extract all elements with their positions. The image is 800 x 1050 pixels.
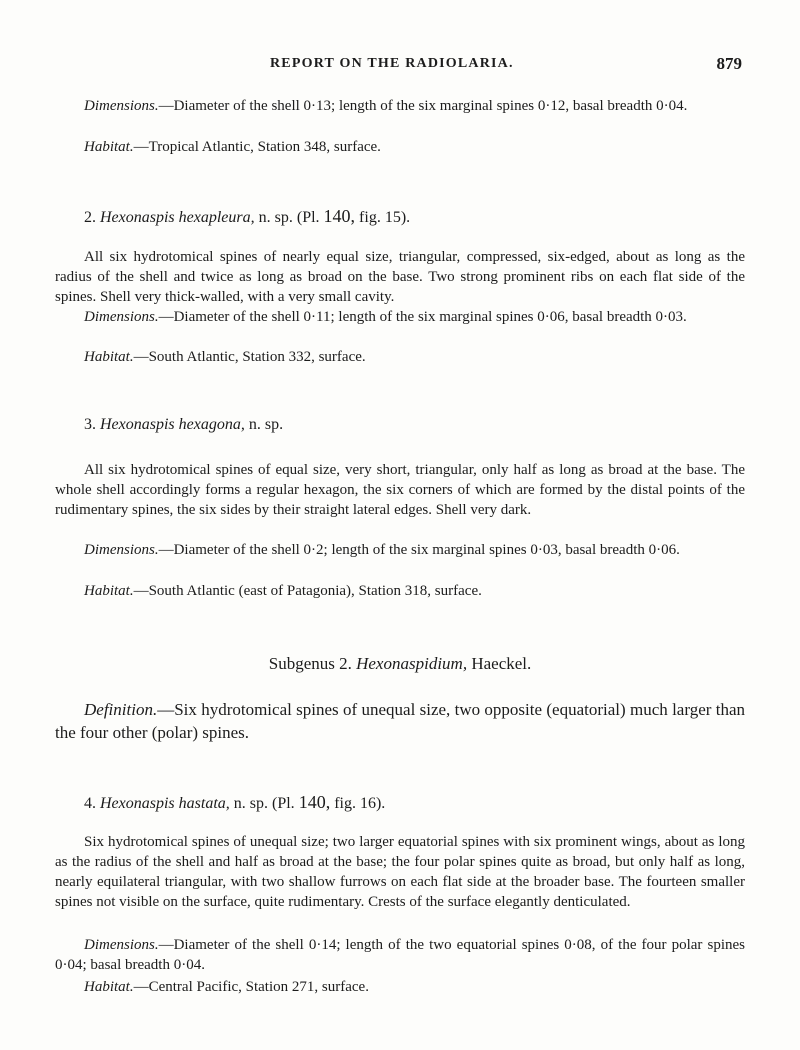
dimensions-label: Dimensions. — [84, 937, 159, 953]
species-habitat-3 — [55, 581, 745, 601]
species-habitat-4 — [55, 977, 745, 997]
dimensions-label: Dimensions. — [84, 309, 159, 325]
species-dimensions-4 — [55, 935, 745, 975]
dimensions-text: —Diameter of the shell 0·11; length of the six marginal spines 0·06, basal breadth 0·03. — [158, 309, 687, 325]
subgenus-heading — [0, 654, 800, 674]
subgenus-name: Hexonaspidium, — [356, 654, 468, 673]
dimensions-label: Dimensions. — [84, 542, 159, 558]
dimensions-text: —Diameter of the shell 0·13; length of the six marginal spines 0·12, basal breadth 0·04. — [158, 98, 688, 114]
species-description-3: All six hydrotomical spines of equal size, very short, triangular, only half as long as broad at the base. The whole shell accordingly forms a regular hexagon, the six corners of which are formed by the distal points of the rudimentary spines, the six sides by their straight lateral edges. Shell very dark. — [55, 462, 745, 518]
habitat-text: —South Atlantic (east of Patagonia), Station 318, surface. — [133, 583, 482, 599]
habitat-text: —South Atlantic, Station 332, surface. — [133, 349, 366, 365]
species-ref: n. sp. (Pl. — [233, 795, 295, 812]
prev-habitat — [55, 137, 745, 157]
species-dimensions-2 — [55, 307, 745, 327]
species-ref: n. sp. — [248, 416, 284, 433]
species-description-2: All six hydrotomical spines of nearly equal size, triangular, compressed, six-edged, about as long as the radius of the shell and twice as long as broad on the base. Two strong prominent ribs on each flat side of the spines. Shell very thick-walled, with a very small cavity. — [55, 249, 745, 305]
species-dimensions-3 — [55, 540, 745, 560]
species-name: Hexonaspis hastata, — [100, 795, 230, 812]
running-title: REPORT ON THE RADIOLARIA. — [270, 56, 514, 71]
habitat-text: —Tropical Atlantic, Station 348, surface. — [133, 139, 381, 155]
prev-dimensions — [55, 96, 745, 116]
page-header — [0, 54, 800, 78]
habitat-label: Habitat. — [84, 139, 134, 155]
definition-label: Definition. — [84, 700, 158, 719]
species-heading-4 — [84, 792, 385, 813]
species-heading-3 — [84, 416, 283, 434]
definition-text: —Six hydrotomical spines of unequal size, two opposite (equatorial) much larger than the four other (polar) spines. — [55, 700, 745, 742]
species-habitat-2 — [55, 347, 745, 367]
dimensions-text: —Diameter of the shell 0·2; length of the six marginal spines 0·03, basal breadth 0·06. — [158, 542, 680, 558]
subgenus-author: Haeckel. — [471, 654, 532, 673]
species-name: Hexonaspis hexapleura, — [100, 209, 255, 226]
plate-number: 140, — [298, 792, 331, 812]
dimensions-text: —Diameter of the shell 0·14; length of the two equatorial spines 0·08, of the four polar spines 0·04; basal breadth 0·04. — [55, 937, 745, 973]
habitat-text: —Central Pacific, Station 271, surface. — [133, 979, 369, 995]
species-heading-2 — [84, 206, 410, 227]
dimensions-label: Dimensions. — [84, 98, 159, 114]
species-description-4: Six hydrotomical spines of unequal size; two larger equatorial spines with six prominent wings, about as long as the radius of the shell and half as broad at the base; the four polar spines quite as broad, but only half as long, nearly equilateral triangular, with two shallow furrows on each flat side at the broader base. The fourteen smaller spines not visible on the surface, quite rudimentary. Crests of the surface elegantly denticulated. — [55, 834, 745, 910]
species-number: 3. — [84, 416, 96, 433]
habitat-label: Habitat. — [84, 349, 134, 365]
page-number: 879 — [716, 54, 742, 73]
subgenus-definition — [55, 698, 745, 744]
habitat-label: Habitat. — [84, 979, 134, 995]
species-number: 2. — [84, 209, 96, 226]
species-ref: n. sp. (Pl. — [258, 209, 320, 226]
subgenus-prefix: Subgenus 2. — [268, 654, 352, 673]
species-number: 4. — [84, 795, 96, 812]
habitat-label: Habitat. — [84, 583, 134, 599]
figure-ref: fig. 15). — [359, 209, 411, 226]
figure-ref: fig. 16). — [334, 795, 386, 812]
plate-number: 140, — [323, 206, 356, 226]
species-name: Hexonaspis hexagona, — [100, 416, 245, 433]
